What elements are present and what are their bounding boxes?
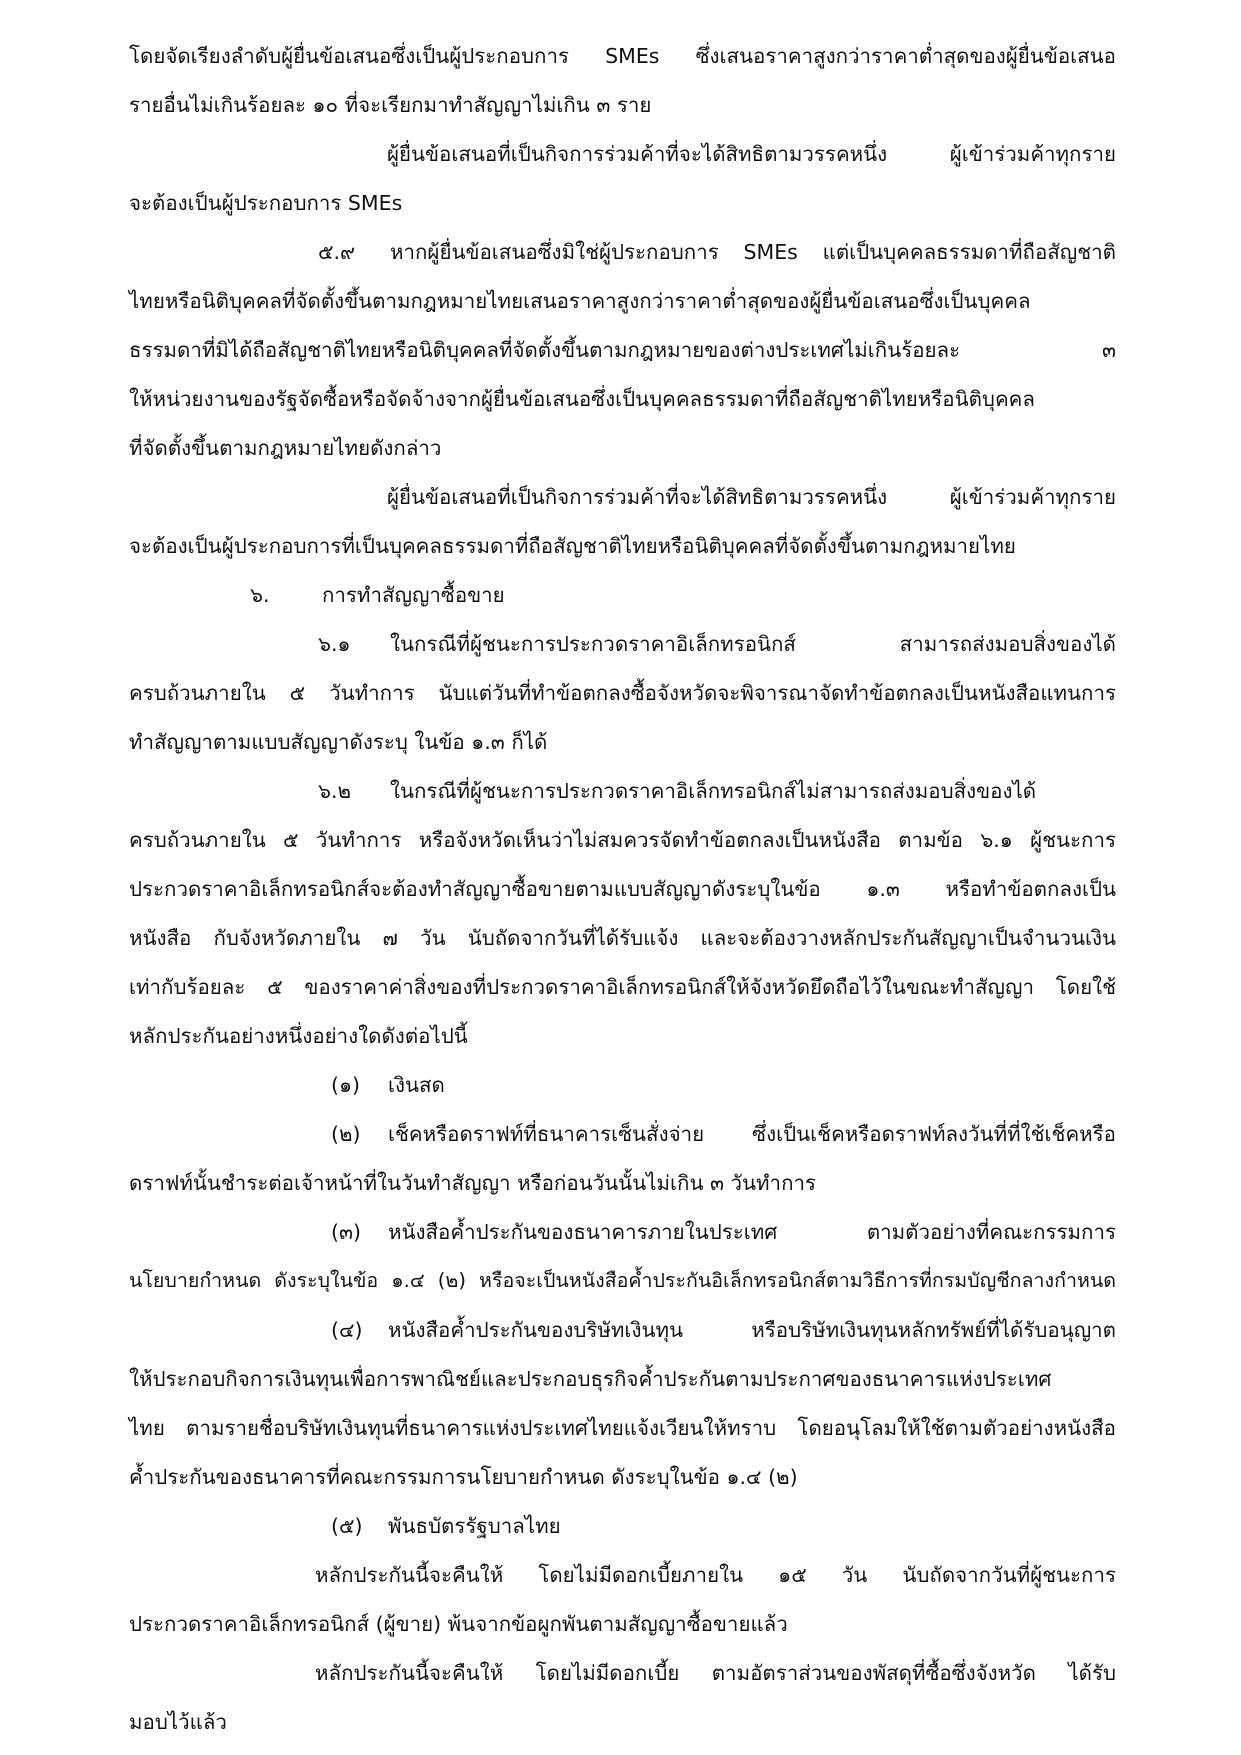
text-line: หากผู้ยื่นข้อเสนอซึ่งมิใช่ผู้ประกอบการ SMEs แต่เป็นบุคคลธรรมดาที่ถือสัญชาติ	[390, 240, 1116, 264]
section-number: ๖.	[250, 583, 270, 607]
list-number: (๔)	[331, 1318, 363, 1342]
text-line: พันธบัตรรัฐบาลไทย	[388, 1514, 561, 1538]
text-line: ที่จัดตั้งขึ้นตามกฎหมายไทยดังกล่าว	[129, 436, 442, 460]
text-line: มอบไว้แล้ว	[129, 1710, 227, 1734]
text-line: จะต้องเป็นผู้ประกอบการ SMEs	[129, 191, 403, 215]
text-line: นโยบายกำหนด ดังระบุในข้อ ๑.๔ (๒) หรือจะเป็นหนังสือค้ำประกันอิเล็กทรอนิกส์ตามวิธีการที่กรมบัญชีกลางกำหนด	[129, 1269, 1116, 1292]
list-number: (๕)	[331, 1514, 363, 1538]
text-line: ในกรณีที่ผู้ชนะการประกวดราคาอิเล็กทรอนิกส์ไม่สามารถส่งมอบสิ่งของได้	[390, 779, 1037, 803]
text-line: หลักประกันนี้จะคืนให้ โดยไม่มีดอกเบี้ย ตามอัตราส่วนของพัสดุที่ซื้อซึ่งจังหวัด ได้รับ	[315, 1661, 1116, 1685]
clause-number: ๕.๙	[318, 240, 356, 264]
text-line: ธรรมดาที่มิได้ถือสัญชาติไทยหรือนิติบุคคลที่จัดตั้งขึ้นตามกฎหมายของต่างประเทศไม่เกินร้อยละ ๓	[129, 338, 1116, 362]
paragraph-5-9-first-line	[318, 242, 1116, 263]
text-line: รายอื่นไม่เกินร้อยละ ๑๐ ที่จะเรียกมาทำสัญญาไม่เกิน ๓ ราย	[129, 93, 652, 117]
clause-number: ๖.๑	[318, 632, 351, 656]
list-item-5	[331, 1516, 561, 1537]
paragraph-6-1-first-line	[318, 634, 1116, 655]
text-line: ไทย ตามรายชื่อบริษัทเงินทุนที่ธนาคารแห่งประเทศไทยแจ้งเวียนให้ทราบ โดยอนุโลมให้ใช้ตามตัวอย่างหนังสือ	[129, 1416, 1116, 1440]
text-line: เช็คหรือดราฟท์ที่ธนาคารเซ็นสั่งจ่าย ซึ่งเป็นเช็คหรือดราฟท์ลงวันที่ที่ใช้เช็คหรือ	[388, 1122, 1116, 1146]
list-number: (๒)	[331, 1122, 361, 1146]
text-line: เท่ากับร้อยละ ๕ ของราคาค่าสิ่งของที่ประกวดราคาอิเล็กทรอนิกส์ให้จังหวัดยึดถือไว้ในขณะทำสัญญา โดยใช้	[129, 975, 1116, 999]
text-line: หลักประกันนี้จะคืนให้ โดยไม่มีดอกเบี้ยภายใน ๑๕ วัน นับถัดจากวันที่ผู้ชนะการ	[315, 1563, 1116, 1587]
text-line: ค้ำประกันของธนาคารที่คณะกรรมการนโยบายกำหนด ดังระบุในข้อ ๑.๔ (๒)	[129, 1465, 798, 1489]
text-line: หลักประกันอย่างหนึ่งอย่างใดดังต่อไปนี้	[129, 1024, 468, 1048]
text-line: ในกรณีที่ผู้ชนะการประกวดราคาอิเล็กทรอนิกส์ สามารถส่งมอบสิ่งของได้	[390, 632, 1116, 656]
section-title: การทำสัญญาซื้อขาย	[322, 583, 505, 607]
list-number: (๑)	[331, 1073, 361, 1097]
text-line: เงินสด	[388, 1073, 445, 1097]
text-line: ให้หน่วยงานของรัฐจัดซื้อหรือจัดจ้างจากผู้ยื่นข้อเสนอซึ่งเป็นบุคคลธรรมดาที่ถือสัญชาติไทยหรือนิติบุคคล	[129, 387, 1035, 411]
text-line: โดยจัดเรียงลำดับผู้ยื่นข้อเสนอซึ่งเป็นผู้ประกอบการ SMEs ซึ่งเสนอราคาสูงกว่าราคาต่ำสุดของผู้ยื่นข้อเสนอ	[129, 44, 1116, 68]
text-line: ทำสัญญาตามแบบสัญญาดังระบุ ในข้อ ๑.๓ ก็ได้	[129, 730, 548, 754]
list-item-4	[331, 1320, 1116, 1341]
text-line: ให้ประกอบกิจการเงินทุนเพื่อการพาณิชย์และประกอบธุรกิจค้ำประกันตามประกาศของธนาคารแห่งประเทศ	[129, 1367, 1052, 1391]
list-item-1	[331, 1075, 445, 1096]
text-line: ครบถ้วนภายใน ๕ วันทำการ นับแต่วันที่ทำข้อตกลงซื้อจังหวัดจะพิจารณาจัดทำข้อตกลงเป็นหนังสือแทนการ	[129, 681, 1116, 705]
text-line: ประกวดราคาอิเล็กทรอนิกส์จะต้องทำสัญญาซื้อขายตามแบบสัญญาดังระบุในข้อ ๑.๓ หรือทำข้อตกลงเป็น	[129, 877, 1116, 901]
text-line: ผู้ยื่นข้อเสนอที่เป็นกิจการร่วมค้าที่จะได้สิทธิตามวรรคหนึ่ง ผู้เข้าร่วมค้าทุกราย	[387, 485, 1116, 509]
list-item-3	[331, 1222, 1116, 1243]
text-line: ดราฟท์นั้นชำระต่อเจ้าหน้าที่ในวันทำสัญญา หรือก่อนวันนั้นไม่เกิน ๓ วันทำการ	[129, 1171, 817, 1195]
section-6-heading	[250, 585, 505, 606]
clause-number: ๖.๒	[318, 779, 352, 803]
list-number: (๓)	[331, 1220, 362, 1244]
text-line: ครบถ้วนภายใน ๕ วันทำการ หรือจังหวัดเห็นว่าไม่สมควรจัดทำข้อตกลงเป็นหนังสือ ตามข้อ ๖.๑ ผู้ชนะการ	[129, 828, 1116, 852]
text-line: ไทยหรือนิติบุคคลที่จัดตั้งขึ้นตามกฎหมายไทยเสนอราคาสูงกว่าราคาต่ำสุดของผู้ยื่นข้อเสนอซึ่งเป็นบุคคล	[129, 289, 1031, 313]
text-line: หนังสือค้ำประกันของธนาคารภายในประเทศ ตามตัวอย่างที่คณะกรรมการ	[388, 1220, 1116, 1244]
text-line: หนังสือ กับจังหวัดภายใน ๗ วัน นับถัดจากวันที่ได้รับแจ้ง และจะต้องวางหลักประกันสัญญาเป็นจำนวนเงิน	[129, 926, 1116, 950]
list-item-2	[331, 1124, 1116, 1145]
paragraph-6-2-first-line	[318, 781, 1116, 802]
text-line: ประกวดราคาอิเล็กทรอนิกส์ (ผู้ขาย) พ้นจากข้อผูกพันตามสัญญาซื้อขายแล้ว	[129, 1612, 788, 1636]
text-line: ผู้ยื่นข้อเสนอที่เป็นกิจการร่วมค้าที่จะได้สิทธิตามวรรคหนึ่ง ผู้เข้าร่วมค้าทุกราย	[387, 142, 1116, 166]
text-line: หนังสือค้ำประกันของบริษัทเงินทุน หรือบริษัทเงินทุนหลักทรัพย์ที่ได้รับอนุญาต	[388, 1318, 1116, 1342]
text-line: จะต้องเป็นผู้ประกอบการที่เป็นบุคคลธรรมดาที่ถือสัญชาติไทยหรือนิติบุคคลที่จัดตั้งขึ้นตามกฎหมายไทย	[129, 534, 1016, 558]
